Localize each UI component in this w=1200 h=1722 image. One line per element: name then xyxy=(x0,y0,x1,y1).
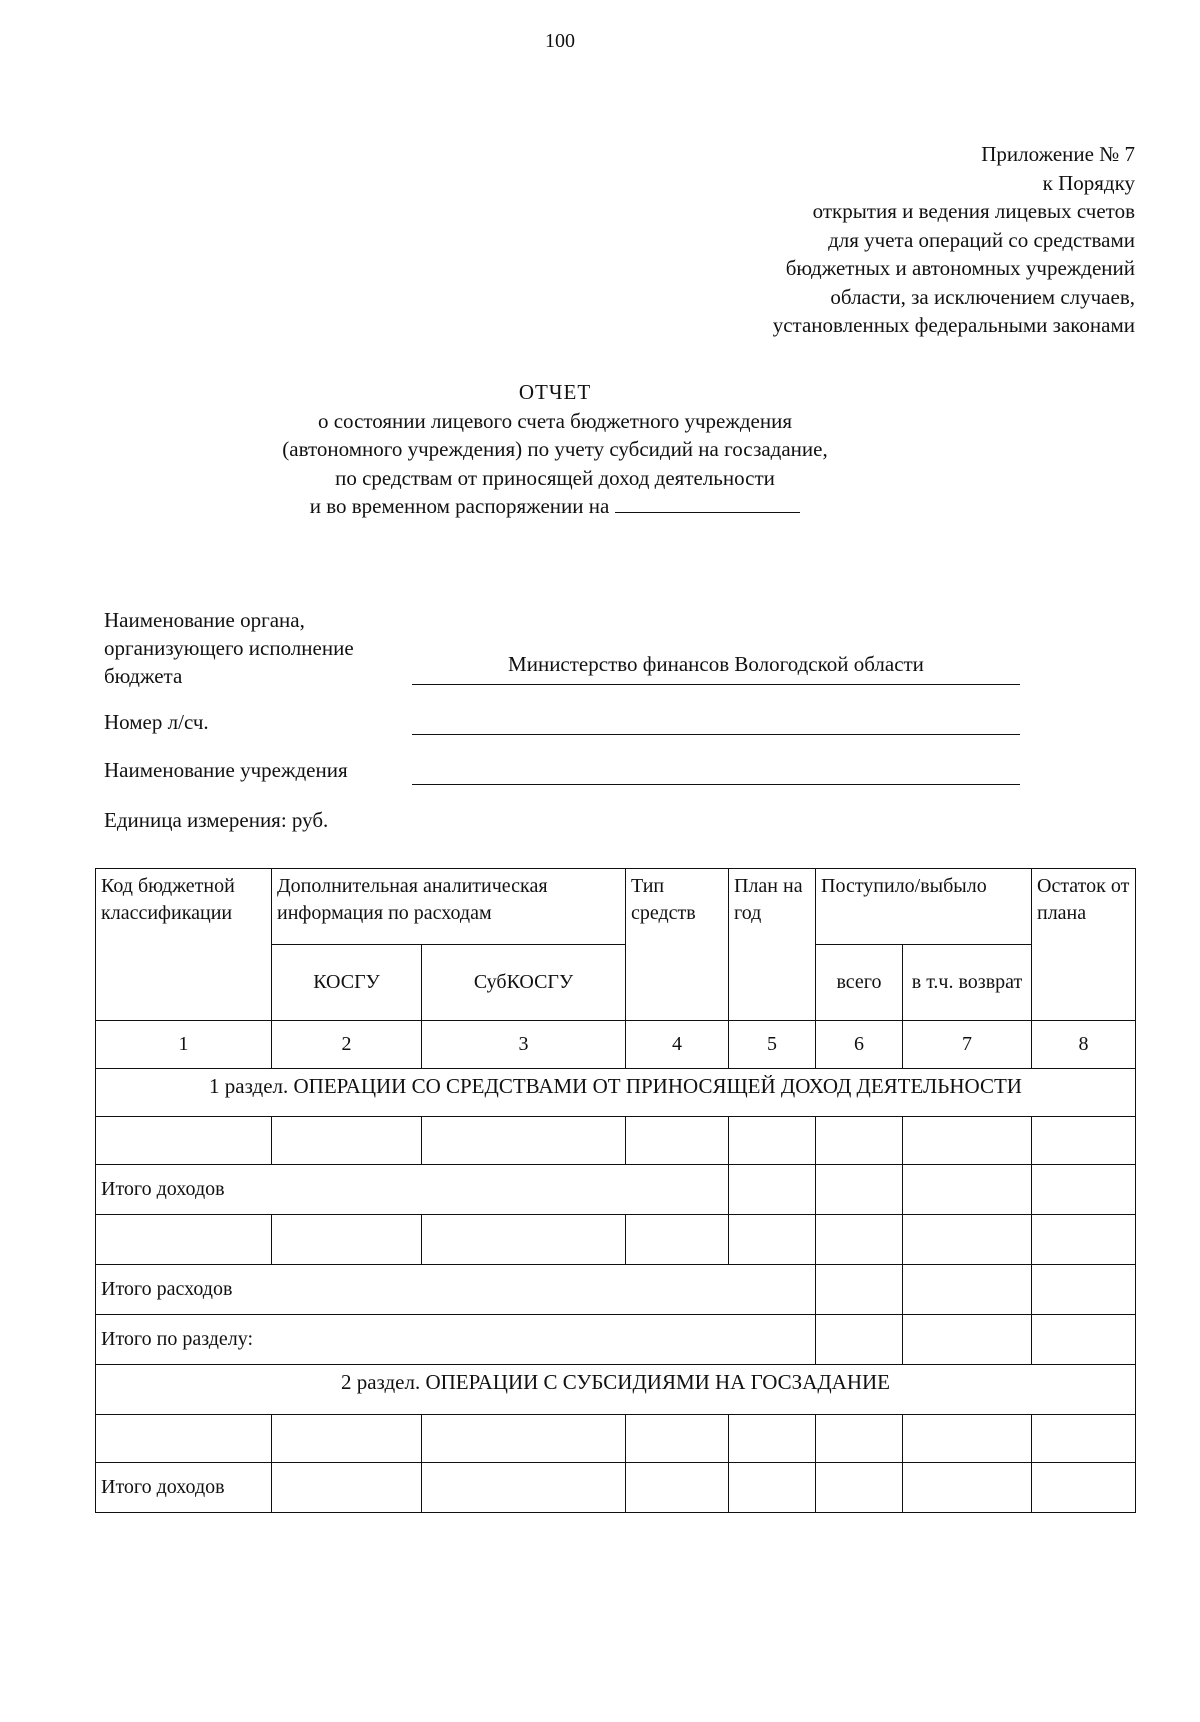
organ-label-line: бюджета xyxy=(104,664,183,688)
report-table xyxy=(95,868,1136,1513)
appendix-line: Приложение № 7 xyxy=(981,142,1135,166)
column-number: 5 xyxy=(729,1021,816,1069)
date-prefix: и во временном распоряжении на xyxy=(309,494,610,518)
total-income-label: Итого доходов xyxy=(96,1165,729,1215)
table-cell[interactable] xyxy=(816,1165,903,1215)
header-kosgu: КОСГУ xyxy=(272,945,422,1021)
table-cell[interactable] xyxy=(903,1215,1032,1265)
total-section-row xyxy=(96,1315,1136,1365)
unit-label: Единица измерения: руб. xyxy=(104,808,329,832)
column-number: 4 xyxy=(626,1021,729,1069)
table-cell[interactable] xyxy=(422,1117,626,1165)
table-cell[interactable] xyxy=(1032,1215,1136,1265)
table-cell[interactable] xyxy=(816,1415,903,1463)
table-cell[interactable] xyxy=(903,1315,1032,1365)
title-line: по средствам от приносящей доход деятельности xyxy=(335,465,775,490)
institution-field[interactable] xyxy=(412,784,1020,785)
organ-underline xyxy=(412,684,1020,685)
date-blank[interactable] xyxy=(615,496,800,513)
table-cell[interactable] xyxy=(626,1415,729,1463)
account-field[interactable] xyxy=(412,734,1020,735)
table-cell[interactable] xyxy=(729,1415,816,1463)
table-cell[interactable] xyxy=(729,1463,816,1513)
title-line: о состоянии лицевого счета бюджетного учреждения xyxy=(317,408,793,433)
total-section-label: Итого по разделу: xyxy=(96,1315,816,1365)
total-expense-label: Итого расходов xyxy=(96,1265,816,1315)
section-2-row xyxy=(96,1365,1136,1415)
table-cell[interactable] xyxy=(903,1117,1032,1165)
table-cell[interactable] xyxy=(422,1415,626,1463)
table-cell[interactable] xyxy=(903,1165,1032,1215)
table-row xyxy=(96,1117,1136,1165)
table-cell[interactable] xyxy=(903,1463,1032,1513)
table-cell[interactable] xyxy=(272,1463,422,1513)
title-line: (автономного учреждения) по учету субсидий на госзадание, xyxy=(282,437,828,461)
table-cell[interactable] xyxy=(272,1215,422,1265)
table-cell[interactable] xyxy=(626,1117,729,1165)
appendix-line: области, за исключением случаев, xyxy=(830,284,1135,309)
appendix-line: установленных федеральными законами xyxy=(772,313,1135,337)
header-received: Поступило/выбыло xyxy=(816,869,1032,945)
header-subkosgu: СубКОСГУ xyxy=(422,945,626,1021)
table-cell[interactable] xyxy=(903,1415,1032,1463)
table-cell[interactable] xyxy=(816,1117,903,1165)
table-cell[interactable] xyxy=(1032,1265,1136,1315)
table-cell[interactable] xyxy=(729,1215,816,1265)
account-label: Номер л/сч. xyxy=(104,710,209,734)
title-word: ОТЧЕТ xyxy=(518,380,592,404)
appendix-line: открытия и ведения лицевых счетов xyxy=(812,199,1135,223)
section-1-row xyxy=(96,1069,1136,1117)
organ-label xyxy=(104,606,354,690)
table-cell[interactable] xyxy=(1032,1117,1136,1165)
column-number: 8 xyxy=(1032,1021,1136,1069)
header-remainder: Остаток от плана xyxy=(1032,869,1136,1021)
table-cell[interactable] xyxy=(422,1215,626,1265)
header-funds-type: Тип средств xyxy=(626,869,729,1021)
appendix-line: к Порядку xyxy=(1042,170,1135,195)
total-expense-row xyxy=(96,1265,1136,1315)
table-cell[interactable] xyxy=(1032,1315,1136,1365)
header-code: Код бюджетной классификации xyxy=(96,869,272,1021)
organ-label-line: организующего исполнение xyxy=(104,636,354,660)
page-number: 100 xyxy=(545,30,575,52)
total-income-row xyxy=(96,1165,1136,1215)
table-cell[interactable] xyxy=(626,1215,729,1265)
table-cell[interactable] xyxy=(816,1265,903,1315)
total-income-row-2 xyxy=(96,1463,1136,1513)
header-row xyxy=(96,869,1136,945)
appendix-line: для учета операций со средствами xyxy=(828,227,1135,252)
column-number: 7 xyxy=(903,1021,1032,1069)
institution-label: Наименование учреждения xyxy=(104,758,348,782)
appendix-line: бюджетных и автономных учреждений xyxy=(785,256,1135,280)
header-plan-year: План на год xyxy=(729,869,816,1021)
header-total: всего xyxy=(816,945,903,1021)
column-number: 2 xyxy=(272,1021,422,1069)
table-cell[interactable] xyxy=(1032,1165,1136,1215)
header-extra-info: Дополнительная аналитическая информация по расходам xyxy=(272,869,626,945)
table-cell[interactable] xyxy=(903,1265,1032,1315)
table-cell[interactable] xyxy=(422,1463,626,1513)
organ-value: Министерство финансов Вологодской области xyxy=(508,652,924,676)
total-income-label-2: Итого доходов xyxy=(96,1463,272,1513)
appendix-reference xyxy=(773,140,1135,340)
table-cell[interactable] xyxy=(729,1117,816,1165)
table-cell[interactable] xyxy=(816,1215,903,1265)
table-cell[interactable] xyxy=(626,1463,729,1513)
report-title xyxy=(180,378,930,521)
table-row xyxy=(96,1215,1136,1265)
table-cell[interactable] xyxy=(96,1215,272,1265)
title-date-line xyxy=(180,492,930,521)
column-number: 3 xyxy=(422,1021,626,1069)
table-cell[interactable] xyxy=(816,1463,903,1513)
table-cell[interactable] xyxy=(1032,1463,1136,1513)
section-1-title: 1 раздел. ОПЕРАЦИИ СО СРЕДСТВАМИ ОТ ПРИНОСЯЩЕЙ ДОХОД ДЕЯТЕЛЬНОСТИ xyxy=(96,1069,1136,1117)
section-2-title: 2 раздел. ОПЕРАЦИИ С СУБСИДИЯМИ НА ГОСЗАДАНИЕ xyxy=(96,1365,1136,1415)
column-number: 1 xyxy=(96,1021,272,1069)
table-cell[interactable] xyxy=(816,1315,903,1365)
organ-label-line: Наименование органа, xyxy=(104,608,305,632)
table-cell[interactable] xyxy=(272,1117,422,1165)
column-number: 6 xyxy=(816,1021,903,1069)
table-cell[interactable] xyxy=(1032,1415,1136,1463)
table-cell[interactable] xyxy=(96,1117,272,1165)
table-cell[interactable] xyxy=(272,1415,422,1463)
table-row xyxy=(96,1415,1136,1463)
table-cell[interactable] xyxy=(96,1415,272,1463)
table-cell[interactable] xyxy=(729,1165,816,1215)
header-incl-return: в т.ч. возврат xyxy=(903,945,1032,1021)
column-numbers-row xyxy=(96,1021,1136,1069)
